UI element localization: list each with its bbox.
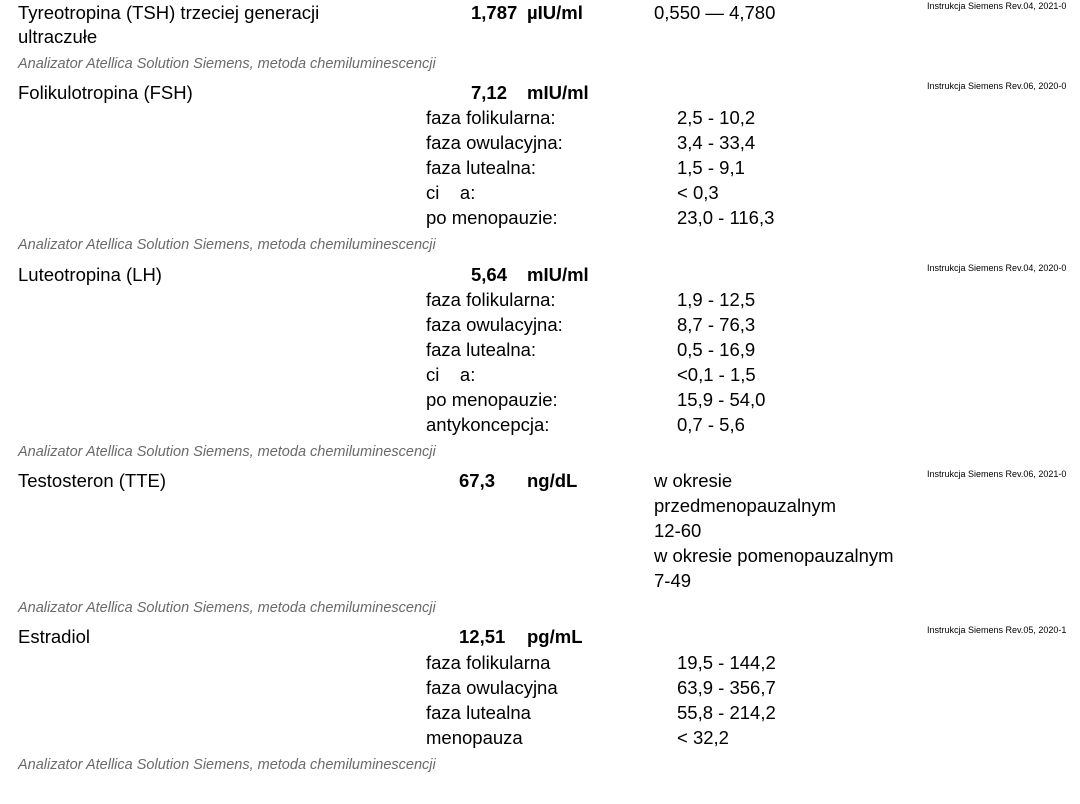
reference-range-tte-line: 12-60 <box>654 520 702 541</box>
range-label-fsh: faza owulacyjna: <box>426 132 563 153</box>
test-name-lh: Luteotropina (LH) <box>18 264 162 285</box>
test-name-fsh: Folikulotropina (FSH) <box>18 82 193 103</box>
range-value-fsh: < 0,3 <box>677 182 719 203</box>
range-label-e2: faza lutealna <box>426 702 531 723</box>
result-unit-tte: ng/dL <box>527 470 578 491</box>
analyzer-note-e2: Analizator Atellica Solution Siemens, metoda chemiluminescencji <box>18 757 436 773</box>
range-label-lh: po menopauzie: <box>426 389 558 410</box>
method-reference-tsh: Instrukcja Siemens Rev.04, 2021-0 <box>927 1 1067 11</box>
range-label-lh: faza owulacyjna: <box>426 314 563 335</box>
range-label-lh: faza lutealna: <box>426 339 537 360</box>
range-value-lh: 1,9 - 12,5 <box>677 289 756 310</box>
result-value-tsh: 1,787 <box>471 2 518 23</box>
method-reference-lh: Instrukcja Siemens Rev.04, 2020-0 <box>927 263 1067 273</box>
range-value-fsh: 1,5 - 9,1 <box>677 157 745 178</box>
result-unit-e2: pg/mL <box>527 626 583 647</box>
reference-range-tsh: 0,550 — 4,780 <box>654 2 776 23</box>
analyzer-note-lh: Analizator Atellica Solution Siemens, metoda chemiluminescencji <box>18 444 436 460</box>
analyzer-note-fsh: Analizator Atellica Solution Siemens, metoda chemiluminescencji <box>18 237 436 253</box>
range-label-fsh: ci a: <box>426 182 476 203</box>
reference-range-tte-line: 7-49 <box>654 570 692 591</box>
test-name-tsh-line2: ultraczułe <box>18 26 98 47</box>
range-label-fsh: faza folikularna: <box>426 107 556 128</box>
range-value-e2: 55,8 - 214,2 <box>677 702 776 723</box>
method-reference-fsh: Instrukcja Siemens Rev.06, 2020-0 <box>927 81 1067 91</box>
range-label-lh: antykoncepcja: <box>426 414 550 435</box>
range-value-lh: <0,1 - 1,5 <box>677 364 756 385</box>
method-reference-tte: Instrukcja Siemens Rev.06, 2021-0 <box>927 469 1067 479</box>
test-name-e2: Estradiol <box>18 626 90 647</box>
test-name-tsh: Tyreotropina (TSH) trzeciej generacji <box>18 2 320 23</box>
result-unit-tsh: µIU/ml <box>527 2 583 23</box>
range-label-lh: ci a: <box>426 364 476 385</box>
result-value-fsh: 7,12 <box>471 82 508 103</box>
analyzer-note-tsh: Analizator Atellica Solution Siemens, metoda chemiluminescencji <box>18 56 436 72</box>
range-value-fsh: 23,0 - 116,3 <box>677 207 775 228</box>
reference-range-tte-line: przedmenopauzalnym <box>654 495 837 516</box>
result-value-lh: 5,64 <box>471 264 508 285</box>
range-value-lh: 0,7 - 5,6 <box>677 414 745 435</box>
method-reference-e2: Instrukcja Siemens Rev.05, 2020-1 <box>927 625 1067 635</box>
range-label-fsh: faza lutealna: <box>426 157 537 178</box>
range-label-fsh: po menopauzie: <box>426 207 558 228</box>
reference-range-tte-line: w okresie pomenopauzalnym <box>654 545 894 566</box>
test-name-tte: Testosteron (TTE) <box>18 470 167 491</box>
result-value-e2: 12,51 <box>459 626 506 647</box>
result-value-tte: 67,3 <box>459 470 496 491</box>
range-value-lh: 0,5 - 16,9 <box>677 339 756 360</box>
range-value-fsh: 2,5 - 10,2 <box>677 107 756 128</box>
range-value-e2: 63,9 - 356,7 <box>677 677 776 698</box>
result-unit-fsh: mIU/ml <box>527 82 589 103</box>
range-label-lh: faza folikularna: <box>426 289 556 310</box>
range-value-fsh: 3,4 - 33,4 <box>677 132 756 153</box>
reference-range-tte-line: w okresie <box>654 470 733 491</box>
range-value-lh: 15,9 - 54,0 <box>677 389 766 410</box>
range-label-e2: faza owulacyjna <box>426 677 558 698</box>
range-value-e2: < 32,2 <box>677 727 729 748</box>
range-label-e2: menopauza <box>426 727 523 748</box>
analyzer-note-tte: Analizator Atellica Solution Siemens, metoda chemiluminescencji <box>18 600 436 616</box>
result-unit-lh: mIU/ml <box>527 264 589 285</box>
range-label-e2: faza folikularna <box>426 652 551 673</box>
range-value-e2: 19,5 - 144,2 <box>677 652 776 673</box>
range-value-lh: 8,7 - 76,3 <box>677 314 756 335</box>
